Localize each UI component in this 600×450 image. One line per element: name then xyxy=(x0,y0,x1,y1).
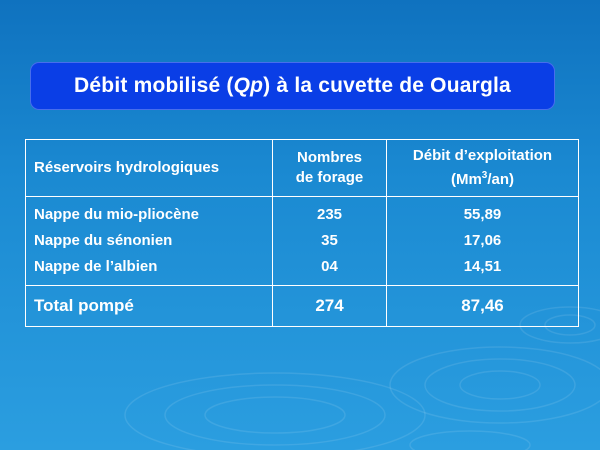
title-suffix: ) à la cuvette de Ouargla xyxy=(263,74,511,97)
header-debit-unit-exp: 3 xyxy=(481,170,488,181)
header-debit-line1: Débit d’exploitation xyxy=(412,147,553,164)
header-forages xyxy=(273,140,387,197)
slide-title xyxy=(30,62,555,110)
debit-cell xyxy=(387,197,579,286)
title-prefix: Débit mobilisé ( xyxy=(74,74,234,97)
header-debit-unit-suffix: /an) xyxy=(487,171,515,188)
total-debit: 87,46 xyxy=(387,286,579,327)
debit-value: 14,51 xyxy=(463,258,502,275)
forage-count: 04 xyxy=(321,258,338,275)
table-header-row xyxy=(26,140,579,197)
header-forages-line2: de forage xyxy=(295,169,364,186)
title-symbol: Qp xyxy=(233,74,264,97)
forages-cell xyxy=(273,197,387,286)
header-reservoirs: Réservoirs hydrologiques xyxy=(26,140,273,197)
forage-count: 35 xyxy=(321,232,338,249)
reservoir-name: Nappe du sénonien xyxy=(34,232,173,249)
reservoir-names-cell xyxy=(26,197,273,286)
forage-count: 235 xyxy=(316,206,343,223)
debit-value: 17,06 xyxy=(463,232,502,249)
reservoir-name: Nappe du mio-pliocène xyxy=(34,206,200,223)
discharge-table xyxy=(25,139,579,327)
header-debit xyxy=(387,140,579,197)
reservoir-name: Nappe de l’albien xyxy=(34,258,158,275)
debit-value: 55,89 xyxy=(463,206,502,223)
table-body-row xyxy=(26,197,579,286)
header-forages-line1: Nombres xyxy=(296,149,363,166)
total-forages: 274 xyxy=(273,286,387,327)
table-total-row xyxy=(26,286,579,327)
header-debit-unit-prefix: (Mm xyxy=(450,171,482,188)
total-label: Total pompé xyxy=(26,286,273,327)
